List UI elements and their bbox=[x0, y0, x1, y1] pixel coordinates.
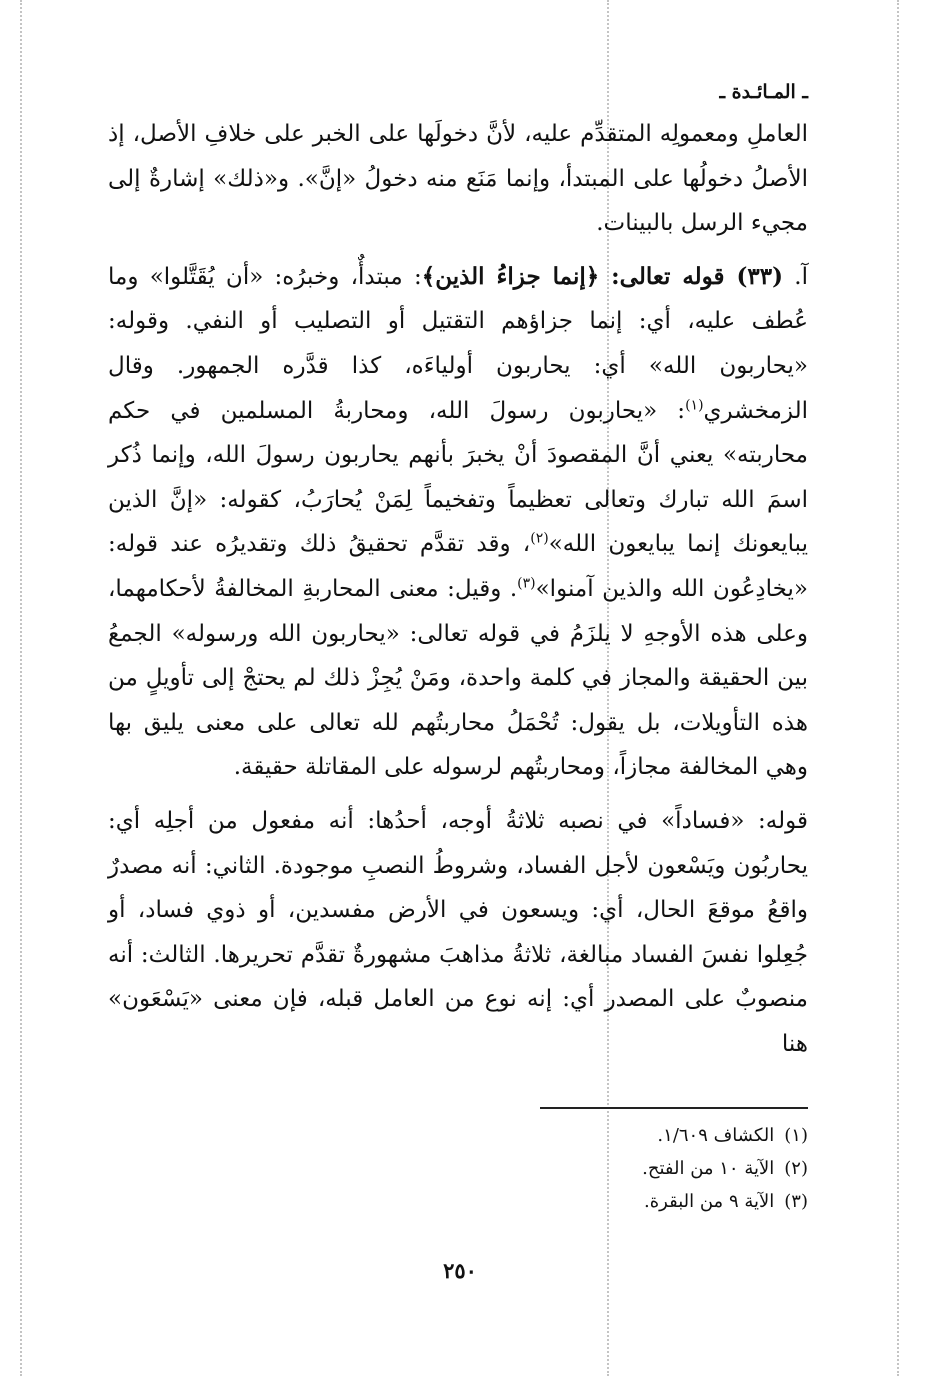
footnote-text: الآية ١٠ من الفتح. bbox=[642, 1158, 775, 1179]
paragraph-intro: العاملِ ومعمولِه المتقدِّم عليه، لأنَّ دخولَها على الخبر على خلافِ الأصل، إذ الأصلُ دخولُها على المبتدأ، وإنما مَنَع منه دخولُ «إنَّ». و«ذلك» إشارةٌ إلى مجيء الرسل بالبينات. bbox=[108, 121, 808, 237]
footnote-text: الكشاف ١/٦٠٩. bbox=[657, 1125, 775, 1146]
footnote-divider bbox=[540, 1107, 808, 1109]
footnote-number: (٣) bbox=[784, 1191, 808, 1212]
footnote-1 bbox=[420, 1119, 808, 1152]
footnote-ref-3[interactable]: (٣) bbox=[517, 575, 536, 592]
margin-guide-right bbox=[897, 0, 899, 1376]
footnote-2 bbox=[420, 1152, 808, 1185]
footnote-number: (٢) bbox=[784, 1158, 808, 1179]
page-body bbox=[108, 78, 808, 1066]
paragraph-verse-33 bbox=[108, 255, 808, 790]
verse-label: (٣٣) قوله تعالى: ﴿إنما جزاءُ الذين﴾ bbox=[421, 262, 784, 290]
footnote-number: (١) bbox=[784, 1125, 808, 1146]
footnote-3 bbox=[420, 1185, 808, 1218]
verse-text-part-4: . وقيل: معنى المحاربةِ المخالفةُ لأحكامهما، وعلى هذه الأوجهِ لا يلزَمُ في قوله تعالى: «يحاربون الله ورسوله» الجمعُ بين الحقيقة والمجاز في كلمة واحدة، ومَنْ يُجِزْ ذلك لم يحتجْ إلى تأويلٍ من هذه التأويلات، بل يقول: تُحْمَلُ محاربتُهم لله تعالى على معنى يليق بها وهي المخالفة مجازاً، ومحاربتُهم لرسوله على المقاتلة حقيقة. bbox=[108, 575, 808, 781]
paragraph-fasadan: قوله: «فساداً» في نصبه ثلاثةُ أوجه، أحدُها: أنه مفعول من أجلِه أي: يحاربُون ويَسْعون لأجل الفساد، وشروطُ النصبِ موجودة. الثاني: أنه مصدرٌ واقعُ موقعَ الحال، أي: ويسعون في الأرض مفسدين، أو ذوي فساد، أو جُعِلوا نفسَ الفساد مبالغة، ثلاثةُ مذاهبَ مشهورةٌ تقدَّم تحريرها. الثالث: أنه منصوبٌ على المصدر أي: إنه نوع من العامل قبله، فإن معنى «يَسْعَون» هنا bbox=[108, 807, 808, 1057]
footnote-text: الآية ٩ من البقرة. bbox=[644, 1191, 775, 1212]
verse-text-part-3: ، وقد تقدَّم تحقيقُ ذلك وتقديرُه عند قوله: «يخادِعُون الله والذين آمنوا» bbox=[108, 531, 808, 602]
footnotes-block bbox=[420, 1119, 808, 1218]
verse-text-part-2: : «يحاربون رسولَ الله، ومحاربةُ المسلمين في حكم محاربته» يعني أنَّ المقصودَ أنْ يخبرَ بأنهم يحاربون رسولَ الله، وإنما ذُكر اسمَ الله تبارك وتعالى تعظيماً وتفخيماً لِمَنْ يُحارَبُ، كقوله: «إنَّ الذين يبايعونك إنما يبايعون الله» bbox=[108, 397, 809, 558]
footnote-ref-2[interactable]: (٢) bbox=[530, 530, 549, 547]
verse-lead: آ. bbox=[783, 263, 808, 290]
verse-text-part-1: : مبتدأٌ، وخبرُه: «أن يُقَتَّلوا» وما عُطف عليه، أي: إنما جزاؤهم التقتيل أو التصليب أو النفي. وقوله: «يحاربون الله» أي: يحاربون أولياءَه، كذا قدَّره الجمهور. وقال الزمخشري bbox=[108, 263, 808, 424]
footnote-ref-1[interactable]: (١) bbox=[685, 396, 704, 413]
page-number: ٢٥٠ bbox=[443, 1258, 477, 1283]
running-title: ـ المـائـدة ـ bbox=[719, 81, 808, 103]
margin-guide-left bbox=[20, 0, 22, 1376]
